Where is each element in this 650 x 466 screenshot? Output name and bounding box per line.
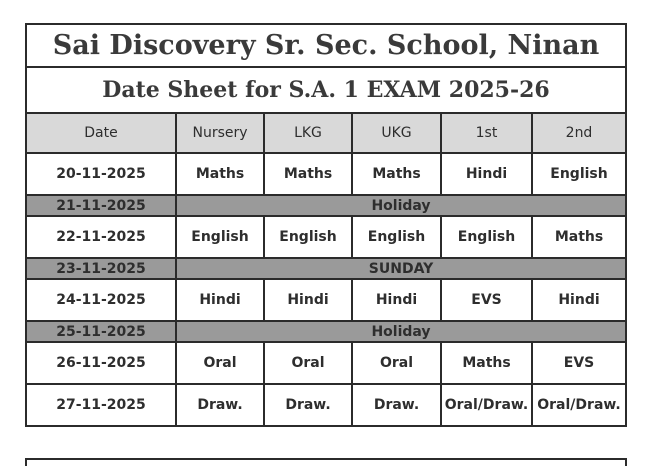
date-cell: 23-11-2025 (26, 258, 176, 279)
date-cell: 21-11-2025 (26, 195, 176, 216)
holiday-row (26, 258, 626, 279)
subject-cell: Maths (441, 342, 532, 384)
date-cell: 26-11-2025 (26, 342, 176, 384)
subject-cell: Oral (176, 342, 264, 384)
column-header: 2nd (532, 113, 626, 153)
table-row (26, 216, 626, 258)
subject-cell: Draw. (176, 384, 264, 426)
next-section-border (25, 458, 627, 466)
column-header: Nursery (176, 113, 264, 153)
date-cell: 25-11-2025 (26, 321, 176, 342)
holiday-label: SUNDAY (176, 258, 626, 279)
subject-cell: EVS (532, 342, 626, 384)
subject-cell: English (441, 216, 532, 258)
column-header: 1st (441, 113, 532, 153)
subject-cell: Oral (352, 342, 441, 384)
column-header: Date (26, 113, 176, 153)
subject-cell: Maths (532, 216, 626, 258)
table-row (26, 342, 626, 384)
table-row (26, 153, 626, 195)
header-row (26, 113, 626, 153)
sheet-title: Date Sheet for S.A. 1 EXAM 2025-26 (102, 77, 550, 103)
subject-cell: Maths (264, 153, 352, 195)
school-name: Sai Discovery Sr. Sec. School, Ninan (27, 25, 625, 68)
date-sheet (25, 23, 627, 427)
table-row (26, 279, 626, 321)
subject-cell: English (352, 216, 441, 258)
holiday-row (26, 321, 626, 342)
subject-cell: Hindi (441, 153, 532, 195)
subject-cell: Hindi (176, 279, 264, 321)
date-cell: 22-11-2025 (26, 216, 176, 258)
date-cell: 27-11-2025 (26, 384, 176, 426)
subject-cell: English (532, 153, 626, 195)
exam-schedule-table (25, 112, 627, 427)
subject-cell: Maths (352, 153, 441, 195)
subject-cell: EVS (441, 279, 532, 321)
holiday-label: Holiday (176, 195, 626, 216)
subject-cell: Maths (176, 153, 264, 195)
holiday-row (26, 195, 626, 216)
table-row (26, 384, 626, 426)
date-cell: 20-11-2025 (26, 153, 176, 195)
subject-cell: English (264, 216, 352, 258)
subject-cell: Hindi (352, 279, 441, 321)
subject-cell: Oral/Draw. (441, 384, 532, 426)
subject-cell: Oral/Draw. (532, 384, 626, 426)
column-header: UKG (352, 113, 441, 153)
subject-cell: Draw. (264, 384, 352, 426)
subject-cell: Draw. (352, 384, 441, 426)
subject-cell: Hindi (264, 279, 352, 321)
holiday-label: Holiday (176, 321, 626, 342)
column-header: LKG (264, 113, 352, 153)
subject-cell: Oral (264, 342, 352, 384)
subject-cell: English (176, 216, 264, 258)
date-cell: 24-11-2025 (26, 279, 176, 321)
subject-cell: Hindi (532, 279, 626, 321)
